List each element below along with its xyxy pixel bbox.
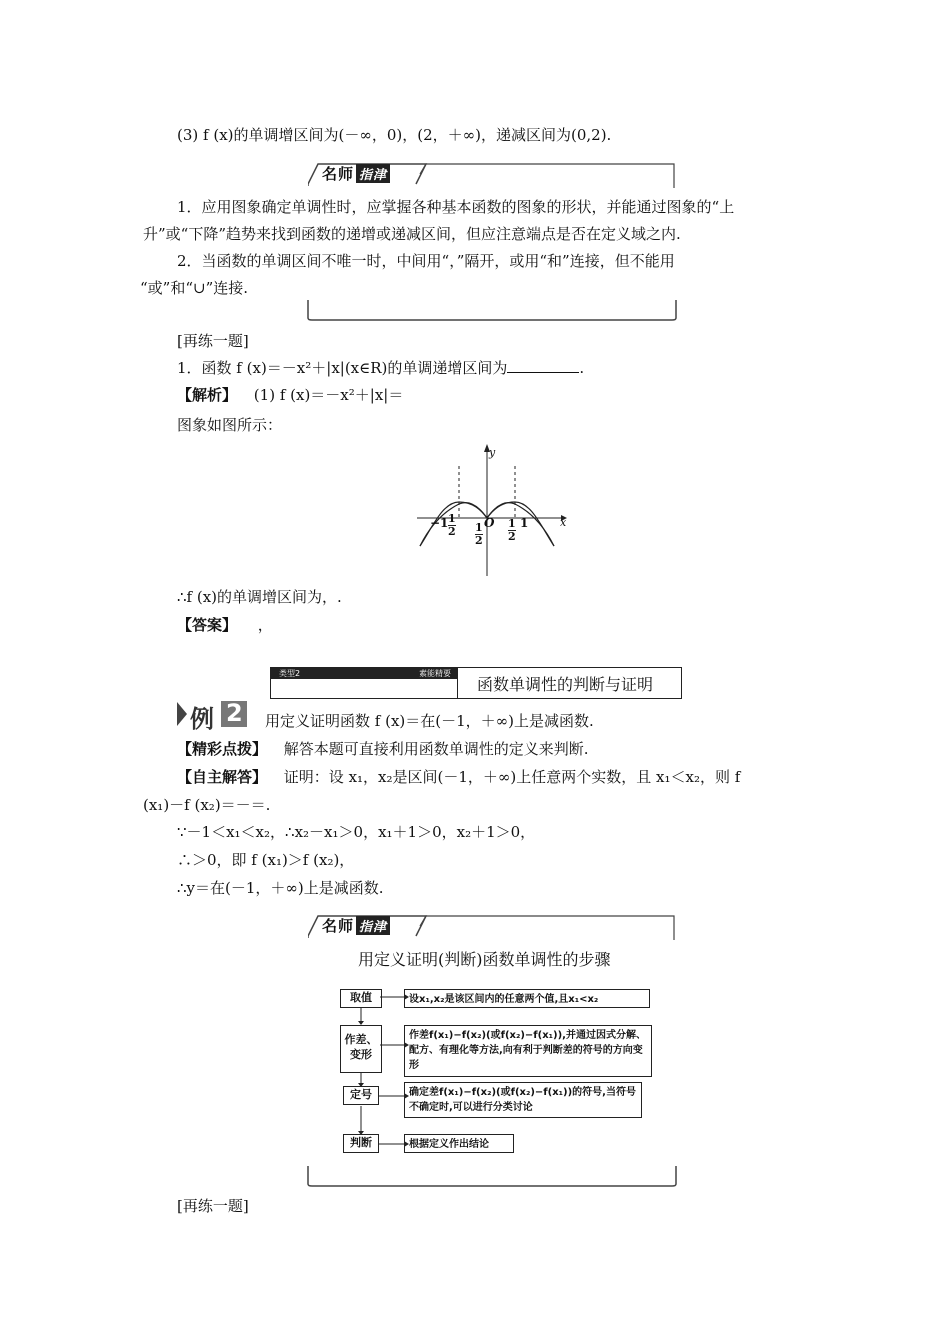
monotonic-interval-line: (3) f (x)的单调增区间为(－∞，0)，(2，＋∞)，递减区间为(0,2).: [177, 126, 612, 144]
type-bar: [270, 667, 682, 699]
badge-2-seal: 指津: [356, 916, 390, 935]
question-1-suffix: .: [579, 359, 585, 377]
graph-frac-neg-half-2: 1 2: [475, 521, 483, 547]
tip-line-4: “或”和“∪”连接.: [140, 279, 249, 297]
self-solution-line: [177, 767, 740, 787]
proof-line-2: ∴＞0，即 f (x₁)＞f (x₂)，: [177, 851, 355, 869]
step-3-label: 定号: [343, 1086, 379, 1105]
badge-2-title: 名师: [322, 917, 355, 935]
answer-blank: [507, 358, 579, 373]
badge-seal: 指津: [356, 164, 390, 183]
steps-bottom-frame: [306, 1166, 678, 1190]
practice-label-2: [再练一题]: [177, 1197, 249, 1215]
self-solution-text: 证明：设 x₁，x₂是区间(－1，＋∞)上任意两个实数，且 x₁＜x₂，则 f: [283, 768, 741, 786]
flow-arrows: [330, 985, 410, 1160]
step-2-label: 作差、变形: [340, 1025, 382, 1073]
step-2-desc: 作差f(x₁)−f(x₂)(或f(x₂)−f(x₁)),并通过因式分解、配方、有理化等方法,向有利于判断差的符号的方向变形: [404, 1025, 652, 1077]
self-solution-line-2: (x₁)－f (x₂)＝－＝.: [143, 796, 271, 814]
step-1-label: 取值: [340, 989, 382, 1008]
teacher-tips-badge-2: [308, 912, 678, 942]
key-hint-line: [177, 739, 589, 759]
tip-line-3: 2．当函数的单调区间不唯一时，中间用“，”隔开，或用“和”连接，但不能用: [177, 252, 675, 270]
graph-origin: O: [484, 516, 495, 530]
proof-line-3: ∴y＝在(－1，＋∞)上是减函数.: [177, 879, 384, 897]
step-4-desc: 根据定义作出结论: [404, 1134, 514, 1153]
graph-frac-neg-half: 1 2: [448, 512, 456, 538]
step-4-label: 判断: [343, 1134, 379, 1153]
answer-tag: 【答案】: [177, 616, 238, 634]
badge-title: 名师: [322, 165, 355, 183]
question-1: [177, 358, 584, 378]
tips-bottom-frame: [306, 300, 678, 324]
question-1-text: 1．函数 f (x)＝－x²＋|x|(x∈R)的单调递增区间为: [177, 359, 508, 377]
graph-x-label: x: [560, 516, 567, 529]
graph-tick-1: 1: [520, 516, 529, 530]
analysis-tag: 【解析】: [177, 386, 238, 404]
proof-line-1: ∵－1＜x₁＜x₂，∴x₂－x₁＞0，x₁＋1＞0，x₂＋1＞0，: [177, 823, 536, 841]
analysis-text: (1) f (x)＝－x²＋|x|＝: [253, 386, 404, 404]
key-hint-tag: 【精彩点拨】: [177, 740, 268, 758]
tip-line-2: 升”或“下降”趋势来找到函数的递增或递减区间，但应注意端点是否在定义域之内.: [143, 225, 681, 243]
graph-frac-half: 1 2: [508, 517, 516, 543]
graph-tick-neg1: −1: [430, 516, 449, 530]
key-hint-text: 解答本题可直接利用函数单调性的定义来判断.: [283, 740, 589, 758]
example-text: 用定义证明函数 f (x)＝在(－1，＋∞)上是减函数.: [265, 712, 594, 730]
graph-caption: 图象如图所示：: [177, 416, 283, 434]
answer-text: ，: [257, 616, 273, 634]
conclusion-line: ∴f (x)的单调增区间为，.: [177, 588, 342, 606]
self-solution-tag: 【自主解答】: [177, 768, 268, 786]
analysis-line: [177, 385, 403, 405]
answer-line: [177, 615, 273, 635]
type-bar-mid: 素能精要: [419, 669, 451, 678]
step-1-desc: 设x₁,x₂是该区间内的任意两个值,且x₁<x₂: [404, 989, 650, 1008]
graph-y-label: y: [489, 446, 496, 459]
example-number: 2: [226, 699, 243, 727]
practice-label: [再练一题]: [177, 332, 249, 350]
type-bar-label: 类型2: [279, 669, 301, 678]
steps-title: 用定义证明(判断)函数单调性的步骤: [358, 950, 611, 969]
example-label: 例: [190, 705, 214, 733]
step-3-desc: 确定差f(x₁)−f(x₂)(或f(x₂)−f(x₁))的符号,当符号不确定时,可以进行分类讨论: [404, 1082, 642, 1118]
tip-line-1: 1．应用图象确定单调性时，应掌握各种基本函数的图象的形状，并能通过图象的“上: [177, 198, 735, 216]
teacher-tips-badge: [308, 160, 678, 190]
type-bar-title: 函数单调性的判断与证明: [477, 675, 654, 694]
